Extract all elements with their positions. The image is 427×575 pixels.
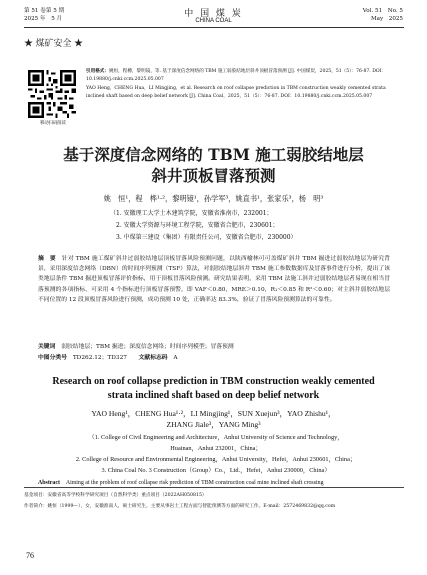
english-abstract xyxy=(38,477,398,486)
footnote-author-bio: 作者简介：姚恒（1999—），女，安徽淮南人，硕士研究生，主要从事岩土工程方面与智能预测等方面的研究工作。E-mail：2572469832@qq.com xyxy=(24,504,336,509)
clc-number: TD262.12；TD327 xyxy=(72,355,127,361)
citation-block xyxy=(86,68,402,102)
document-code: A xyxy=(173,355,178,361)
footnote-funding: 基金项目：安徽省高等学校科学研究项目（自然科学类）重点项目（2022AH050815） xyxy=(24,493,207,498)
journal-name-en: CHINA COAL xyxy=(195,18,232,24)
section-label: ★ 煤矿安全 ★ xyxy=(24,38,84,48)
paper-title-line-1: 基于深度信念网络的 TBM 施工弱胶结地层 xyxy=(63,145,364,164)
keywords-block xyxy=(38,342,390,364)
citation-label: 引用格式： xyxy=(86,69,109,74)
page-number: 76 xyxy=(26,551,34,560)
english-affiliation-2: 2. College of Resource and Environmental Engineering，Anhui University，Hefei，Anhui 230601，China； xyxy=(75,456,357,463)
header-date-en: May 2025 xyxy=(370,16,403,22)
english-title-line-1: Research on roof collapse prediction in TBM construction weakly cemented xyxy=(52,376,375,387)
paper-title-line-2: 斜井顶板冒落预测 xyxy=(151,166,276,185)
abstract-text: 针对 TBM 施工煤矿斜井过弱胶结地层顶板冒落风险预测问题，以陕西榆林可可盖煤矿斜井 TBM 掘进过弱胶结地层为研究背景，采用深度信念网络（DBN）的时间序列预测（TSF）算法，对弱胶结地层斜井 TBM 施工参数数据库及冒落事件进行分析，提出了该类地层条件 TBM 掘进顶板冒落评价指标，用于顶板冒落风险预测。研究结果表明，采用 TBM 法施工斜井过弱胶结地层者易现在相当冒落预测的各项指标，可采用 4 个指标进行顶板冒落预警，即 VAF＜0.80，MRE＞0.10，R₁＜0.85 和 R²＜0.60；对主斜井弱胶结地层不同位置的 12 段顶板冒落风险进行预测，成功预测 10 处，正确率达 83.3%，验证了冒落风险预测算法的可靠性。 xyxy=(38,256,390,303)
affiliation-list xyxy=(110,208,297,244)
header-volume-en: Vol. 51 No. 5 xyxy=(362,8,403,14)
header-rule xyxy=(24,27,404,28)
english-abstract-text: Aiming at the problem of roof collapse risk prediction of TBM construction coal mine inclined shaft crossing xyxy=(65,480,324,486)
keywords-text: 弱胶结地层；TBM 掘进；深度信念网络；时间序列模型；冒落预测 xyxy=(61,344,234,350)
author-list: 姚 恒¹，程 桦¹·²，黎明镜¹，孙学军³，姚直书¹，张家乐³，杨 明³ xyxy=(103,194,324,203)
citation-en: YAO Heng，CHENG Hua，LI Mingjing，et al. Research on roof collapse prediction in TBM construction weakly cemented strata inclined shaft based on deep belief network [J]. China Coal，2025，51（5）：76-87. DOI：10.19880/j.cnki.ccm.2025.05.007 xyxy=(86,85,386,100)
english-authors-line-1: YAO Heng¹，CHENG Hua¹·²，LI Mingjing¹，SUN Xuejun³，YAO Zhishu¹， xyxy=(91,409,336,418)
qr-code-icon[interactable] xyxy=(28,70,76,118)
header-date: 2025 年 5 月 xyxy=(24,16,63,22)
affiliation-1: （1. 安徽理工大学土木建筑学院，安徽省淮南市，232001； xyxy=(110,210,273,217)
english-abstract-label: Abstract xyxy=(38,480,60,486)
english-authors-line-2: ZHANG Jiale³，YANG Ming³ xyxy=(166,420,261,429)
english-affiliation-1b: Huainan，Anhui 232001，China； xyxy=(170,445,262,452)
keywords-label: 关键词 xyxy=(38,344,56,350)
journal-name-cn: 中 国 煤 炭 xyxy=(184,9,243,19)
qr-caption: 移动扫码阅读 xyxy=(40,121,66,126)
affiliation-2: 2. 安徽大学资源与环境工程学院，安徽省合肥市，230601； xyxy=(116,222,279,229)
citation-cn: 姚恒，程樽，黎明镜，等. 基于深度信念网络的 TBM 施工弱胶结地层斜井顶板冒落预测 [J]. 中国煤炭，2025，51（5）：76-87. DOI：10.19880/j.cnki.ccm.2025.05.007 xyxy=(86,69,387,83)
abstract-label: 摘 要 xyxy=(38,256,56,262)
abstract xyxy=(38,254,390,305)
header-volume-info-en xyxy=(363,7,403,23)
clc-label: 中图分类号 xyxy=(38,355,67,361)
english-title-line-2: strata inclined shaft based on deep belief network xyxy=(107,390,320,401)
document-code-label: 文献标志码 xyxy=(138,355,168,361)
english-affiliation-3: 3. China Coal No. 3 Construction（Group）Co.，Ltd.，Hefei，Anhui 230000，China） xyxy=(101,467,331,474)
affiliation-3: 3. 中煤第三建设（集团）有限责任公司，安徽省合肥市，230000） xyxy=(116,234,297,241)
footnote-rule xyxy=(24,487,404,488)
header-volume: 第 51 卷第 5 期 xyxy=(24,8,65,14)
english-affiliation-1: （1. College of Civil Engineering and Architecture，Anhui University of Science and Technology， xyxy=(88,434,344,441)
